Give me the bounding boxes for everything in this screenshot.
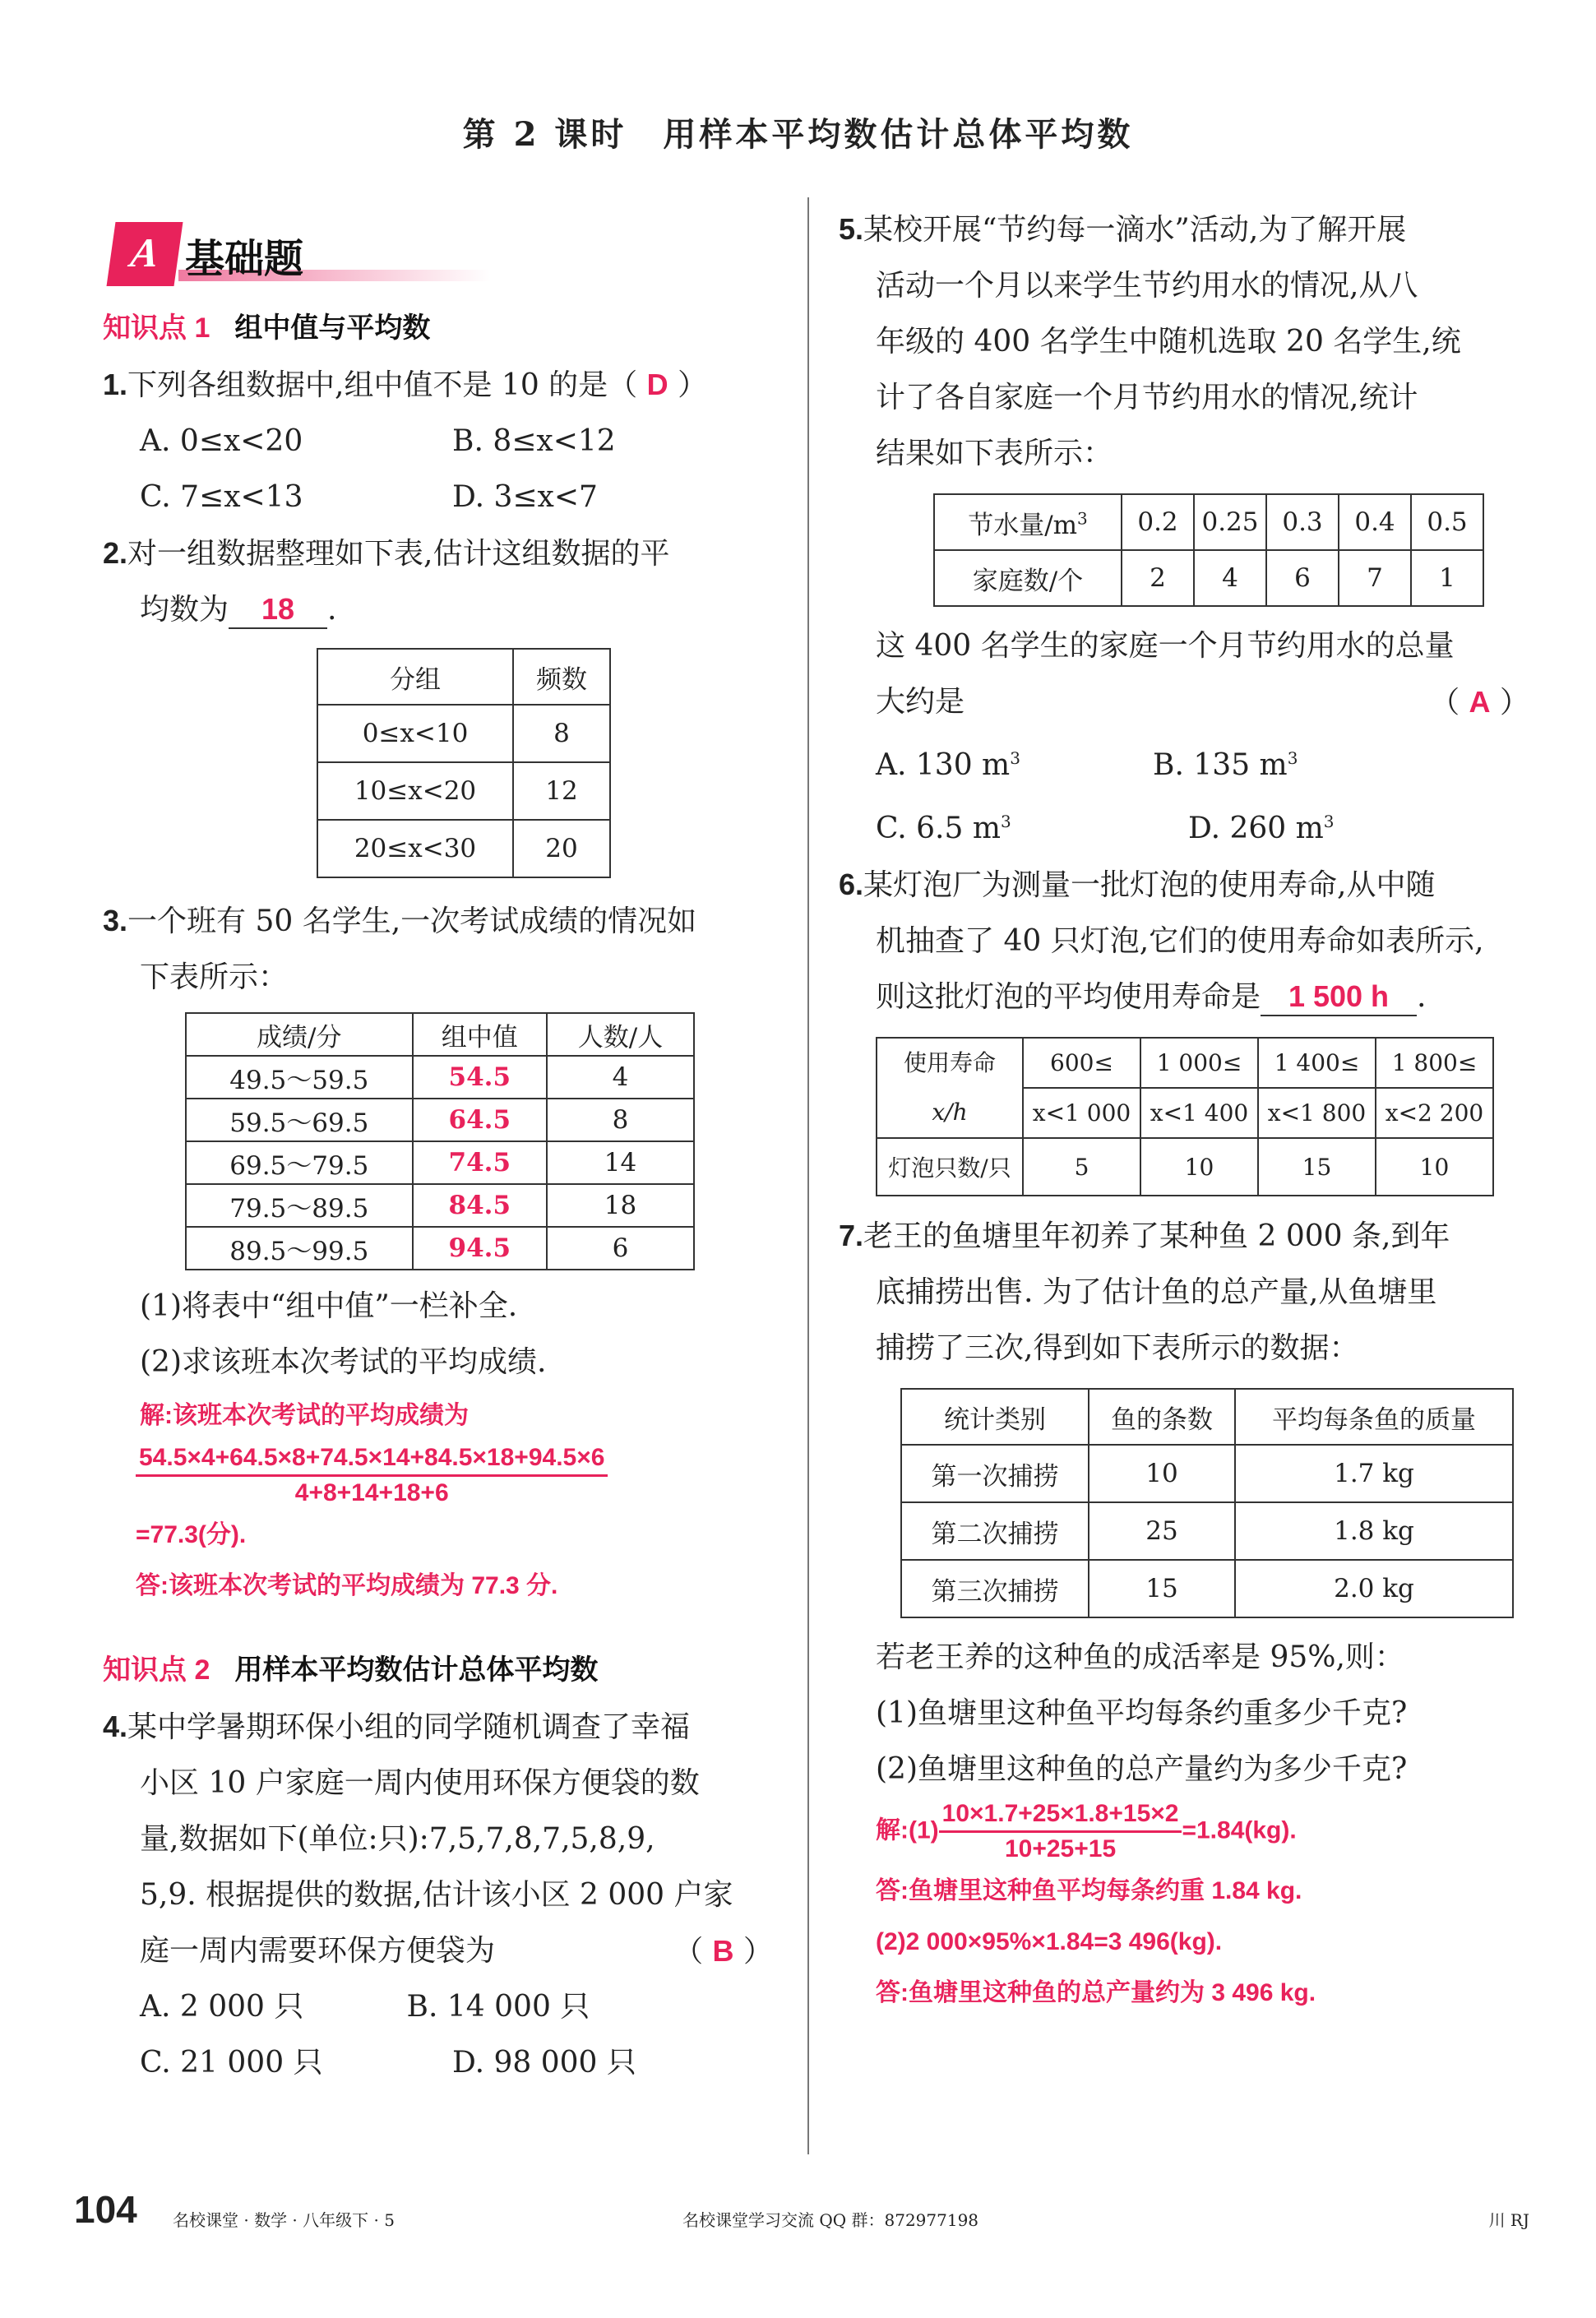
q3-cell: 18	[547, 1184, 694, 1227]
q7-cell: 10	[1089, 1445, 1235, 1502]
q3-numerator: 54.5×4+64.5×8+74.5×14+84.5×18+94.5×6	[136, 1441, 608, 1477]
q4-number: 4.	[103, 1710, 128, 1743]
page-title: 第 2 课时 用样本平均数估计总体平均数	[462, 115, 1134, 154]
kp2-name: 用样本平均数估计总体平均数	[234, 1654, 599, 1686]
q5-table	[933, 493, 1484, 607]
q5-cell: 0.3	[1266, 494, 1339, 550]
qq-group: 名校课堂学习交流 QQ 群：872977198	[682, 2210, 979, 2230]
q5-option-sup: 3	[1000, 812, 1011, 831]
q3-answer-cell: 74.5	[413, 1141, 548, 1184]
q2-cell: 20	[513, 820, 610, 877]
q6-answer: 1 500 h	[1261, 979, 1417, 1016]
q3-denominator: 4+8+14+18+6	[294, 1479, 449, 1506]
q3-number: 3.	[103, 904, 128, 937]
q2-table	[317, 648, 611, 878]
q7-sol2-answer: 答:鱼塘里这种鱼的总产量约为 3 496 kg.	[876, 1979, 1316, 2006]
q7-header: 鱼的条数	[1089, 1389, 1235, 1445]
q6-cell: 5	[1023, 1138, 1140, 1196]
q1-option-b: B. 8≤x<12	[452, 424, 616, 458]
q3-answer-cell: 54.5	[413, 1056, 548, 1099]
question-4: 4.某中学暑期环保小组的同学随机调查了幸福 小区 10 户家庭一周内使用环保方便袋的数 量,数据如下(单位:只):7,5,7,8,7,5,8,9, 5,9. 根据提供的数据,估计该小区 2 000 户家 庭一周内需要环保方便袋为 （ B ） A. 2 000 只 B. 14 000 只 C. 21 000 只 D. 98 000 只	[103, 1699, 798, 2091]
question-1	[103, 357, 798, 525]
q7-sol1-denominator: 10+25+15	[1004, 1835, 1117, 1862]
q3-sub-2: (2)求该班本次考试的平均成绩.	[140, 1345, 547, 1379]
q3-answer-cell: 94.5	[413, 1227, 548, 1270]
q3-text-1: 一个班有 50 名学生,一次考试成绩的情况如	[127, 905, 697, 938]
column-divider	[807, 197, 809, 2154]
q2-cell: 10≤x<20	[317, 762, 513, 820]
q3-answer-cell: 64.5	[413, 1099, 548, 1141]
q5-answer: A	[1469, 685, 1491, 719]
q3-sub-1: (1)将表中“组中值”一栏补全.	[140, 1289, 518, 1323]
q1-option-c: C. 7≤x<13	[140, 480, 303, 514]
q5-option-d: D. 260 m	[1188, 812, 1324, 845]
q2-header-freq: 频数	[513, 649, 610, 705]
q1-answer: D	[646, 368, 668, 401]
q2-cell: 20≤x<30	[317, 820, 513, 877]
q6-range-bot: x<2 200	[1376, 1088, 1493, 1138]
section-letter: A	[107, 222, 183, 286]
q1-option-a: A. 0≤x<20	[140, 424, 303, 458]
q5-number: 5.	[839, 212, 864, 246]
q5-after-1: 这 400 名学生的家庭一个月节约用水的总量	[876, 629, 1455, 663]
q5-option-b: B. 135 m	[1153, 748, 1288, 782]
knowledge-point-2	[103, 1641, 798, 1699]
q2-number: 2.	[103, 536, 128, 570]
q3-answer-cell: 84.5	[413, 1184, 548, 1227]
q5-cell: 7	[1339, 550, 1411, 606]
q7-table	[900, 1388, 1514, 1618]
q6-line-3: 则这批灯泡的平均使用寿命是	[876, 980, 1261, 1014]
q5-cell: 6	[1266, 550, 1339, 606]
q3-solution-result: =77.3(分).	[136, 1521, 247, 1548]
q5-cell: 0.2	[1122, 494, 1194, 550]
kp1-label: 知识点 1	[103, 312, 210, 344]
q4-option-c: C. 21 000 只	[140, 2046, 323, 2080]
q3-cell: 8	[547, 1099, 694, 1141]
footer	[74, 2187, 1538, 2237]
q7-header: 平均每条鱼的质量	[1235, 1389, 1513, 1445]
question-7	[839, 1208, 1538, 2019]
q6-cell: 10	[1376, 1138, 1493, 1196]
q6-range-top: 600≤	[1023, 1038, 1140, 1088]
section-name: 基础题	[185, 238, 304, 281]
q6-header-a: 使用寿命	[903, 1049, 996, 1076]
q5-line-1: 某校开展“节约每一滴水”活动,为了解开展	[863, 213, 1407, 247]
kp2-label: 知识点 2	[103, 1654, 210, 1686]
q5-cell: 0.4	[1339, 494, 1411, 550]
q6-range-bot: x<1 400	[1140, 1088, 1258, 1138]
q3-cell: 89.5～99.5	[186, 1227, 413, 1270]
question-5: 5.某校开展“节约每一滴水”活动,为了解开展 活动一个月以来学生节约用水的情况,从八 年级的 400 名学生中随机选取 20 名学生,统 计了各自家庭一个月节约用水的情况,统计 结果如下表所示： 节水量$/m^3$ 0.2 0.25 0.3 0.4 0.5 家庭数/个 2 4 6 7 1 这 400 名学生的家庭一个月节约用水的总量 大约是 （ A ） A. 130 $m^3$ B. 135 $m^3$ C. 6.5 $m^3$ D. 260 $m^3$	[839, 201, 1538, 857]
q5-option-sup: 3	[1010, 748, 1020, 768]
q5-option-sup: 3	[1287, 748, 1298, 768]
q3-cell: 14	[547, 1141, 694, 1184]
q3-header: 组中值	[413, 1013, 548, 1056]
q7-cell: 第一次捕捞	[901, 1445, 1089, 1502]
q7-line-3: 捕捞了三次,得到如下表所示的数据：	[876, 1331, 1359, 1365]
q2-cell: 0≤x<10	[317, 705, 513, 762]
q5-cell: 2	[1122, 550, 1194, 606]
q6-header-b: x/h	[932, 1099, 968, 1126]
q3-solution-answer: 答:该班本次考试的平均成绩为 77.3 分.	[136, 1572, 558, 1599]
q5-option-c: C. 6.5 m	[876, 812, 1001, 845]
q5-row1-label-cell	[934, 494, 1122, 550]
q5-option-sup: 3	[1323, 812, 1335, 831]
q7-solution-1	[839, 1797, 1538, 1866]
q7-number: 7.	[839, 1219, 864, 1252]
edition-tag: 川 RJ	[1488, 2210, 1529, 2230]
section-badge	[103, 222, 798, 296]
q6-number: 6.	[839, 868, 864, 901]
q5-option-d-wrap	[1188, 793, 1501, 857]
q2-text-end: .	[327, 593, 337, 627]
q7-cell: 2.0 kg	[1235, 1560, 1513, 1617]
q3-cell: 59.5～69.5	[186, 1099, 413, 1141]
q6-line-2: 机抽查了 40 只灯泡,它们的使用寿命如表所示,	[876, 924, 1484, 958]
q7-sol1-prefix: 解:(1)	[876, 1816, 939, 1844]
q6-header-cell	[877, 1038, 1023, 1138]
q5-option-a-wrap	[876, 730, 1153, 793]
q2-cell: 12	[513, 762, 610, 820]
q1-close: ）	[678, 368, 708, 402]
q1-number: 1.	[103, 368, 128, 401]
q6-cell: 15	[1258, 1138, 1376, 1196]
kp1-name: 组中值与平均数	[234, 312, 431, 344]
question-6	[839, 857, 1538, 1196]
q7-cell: 第三次捕捞	[901, 1560, 1089, 1617]
q5-line-4: 计了各自家庭一个月节约用水的情况,统计	[876, 381, 1418, 414]
page-number: 104	[74, 2188, 137, 2231]
question-3	[103, 893, 798, 1612]
q7-header: 统计类别	[901, 1389, 1089, 1445]
q3-header: 成绩/分	[186, 1013, 413, 1056]
q4-option-a: A. 2 000 只	[140, 1990, 304, 2024]
q6-range-top: 1 800≤	[1376, 1038, 1493, 1088]
question-2	[103, 525, 798, 878]
q7-cell: 15	[1089, 1560, 1235, 1617]
q3-header: 人数/人	[547, 1013, 694, 1056]
publisher-info: 名校课堂 · 数学 · 八年级下 · 5	[173, 2210, 395, 2230]
q3-cell: 49.5～59.5	[186, 1056, 413, 1099]
q7-cell: 1.7 kg	[1235, 1445, 1513, 1502]
q7-cell: 1.8 kg	[1235, 1502, 1513, 1560]
q7-sub-2: (2)鱼塘里这种鱼的总产量约为多少千克?	[876, 1752, 1408, 1786]
q7-sol1-numerator: 10×1.7+25×1.8+15×2	[939, 1797, 1182, 1833]
q7-sol1-result: =1.84(kg).	[1182, 1816, 1297, 1844]
q4-line-2: 小区 10 户家庭一周内使用环保方便袋的数	[140, 1766, 700, 1800]
q7-line-1: 老王的鱼塘里年初养了某种鱼 2 000 条,到年	[863, 1219, 1450, 1253]
q4-line-1: 某中学暑期环保小组的同学随机调查了幸福	[127, 1710, 691, 1744]
q4-line-3: 量,数据如下(单位:只):7,5,7,8,7,5,8,9,	[140, 1822, 655, 1856]
q2-answer: 18	[229, 591, 327, 629]
q4-option-d: D. 98 000 只	[452, 2046, 636, 2080]
q6-cell: 10	[1140, 1138, 1258, 1196]
q7-after: 若老王养的这种鱼的成活率是 95%,则：	[876, 1640, 1404, 1674]
q7-sol1-answer: 答:鱼塘里这种鱼平均每条约重 1.84 kg.	[876, 1877, 1302, 1904]
q4-answer: B	[712, 1934, 734, 1968]
q5-row2-label: 家庭数/个	[934, 550, 1122, 606]
q6-range-bot: x<1 000	[1023, 1088, 1140, 1138]
knowledge-point-1	[103, 299, 798, 357]
q5-cell: 1	[1411, 550, 1483, 606]
q6-end: .	[1417, 980, 1427, 1014]
q5-row1-sup: 3	[1077, 508, 1088, 529]
q7-cell: 25	[1089, 1502, 1235, 1560]
q7-line-2: 底捕捞出售. 为了估计鱼的总产量,从鱼塘里	[876, 1275, 1437, 1309]
q6-line-1: 某灯泡厂为测量一批灯泡的使用寿命,从中随	[863, 868, 1436, 902]
q6-table	[876, 1037, 1494, 1196]
q4-line-5: 庭一周内需要环保方便袋为	[140, 1934, 496, 1968]
q3-cell: 4	[547, 1056, 694, 1099]
q6-range-top: 1 000≤	[1140, 1038, 1258, 1088]
q2-text-2: 均数为	[140, 593, 229, 627]
q6-row2-label: 灯泡只数/只	[877, 1138, 1023, 1196]
q5-line-3: 年级的 400 名学生中随机选取 20 名学生,统	[876, 325, 1461, 359]
q5-option-c-wrap	[876, 793, 1188, 857]
q2-header-group: 分组	[317, 649, 513, 705]
q5-cell: 0.5	[1411, 494, 1483, 550]
q5-option-a: A. 130 m	[876, 748, 1011, 782]
q3-cell: 6	[547, 1227, 694, 1270]
q2-cell: 8	[513, 705, 610, 762]
right-column	[839, 201, 1538, 2019]
q1-text: 下列各组数据中,组中值不是 10 的是（	[127, 368, 638, 402]
q5-cell: 0.25	[1194, 494, 1266, 550]
q5-option-b-wrap	[1153, 730, 1430, 793]
q4-line-4: 5,9. 根据提供的数据,估计该小区 2 000 户家	[140, 1878, 733, 1912]
q5-row1-label: 节水量/m	[968, 510, 1078, 540]
q6-range-top: 1 400≤	[1258, 1038, 1376, 1088]
q7-cell: 第二次捕捞	[901, 1502, 1089, 1560]
q3-table	[185, 1012, 695, 1270]
q1-option-d: D. 3≤x<7	[452, 480, 598, 514]
q5-line-5: 结果如下表所示：	[876, 437, 1113, 470]
q3-solution-fraction	[103, 1441, 798, 1510]
q5-cell: 4	[1194, 550, 1266, 606]
q2-text-1: 对一组数据整理如下表,估计这组数据的平	[127, 537, 670, 571]
q3-text-2: 下表所示：	[140, 960, 289, 994]
q7-sol2: (2)2 000×95%×1.84=3 496(kg).	[876, 1928, 1223, 1955]
q3-solution-intro: 解:该班本次考试的平均成绩为	[140, 1402, 469, 1429]
q4-option-b: B. 14 000 只	[406, 1990, 590, 2024]
q6-range-bot: x<1 800	[1258, 1088, 1376, 1138]
left-column	[103, 222, 798, 2091]
q5-line-2: 活动一个月以来学生节约用水的情况,从八	[876, 269, 1418, 303]
q3-cell: 79.5～89.5	[186, 1184, 413, 1227]
q7-sub-1: (1)鱼塘里这种鱼平均每条约重多少千克?	[876, 1696, 1408, 1730]
q5-after-2: 大约是	[876, 685, 965, 719]
q3-cell: 69.5～79.5	[186, 1141, 413, 1184]
